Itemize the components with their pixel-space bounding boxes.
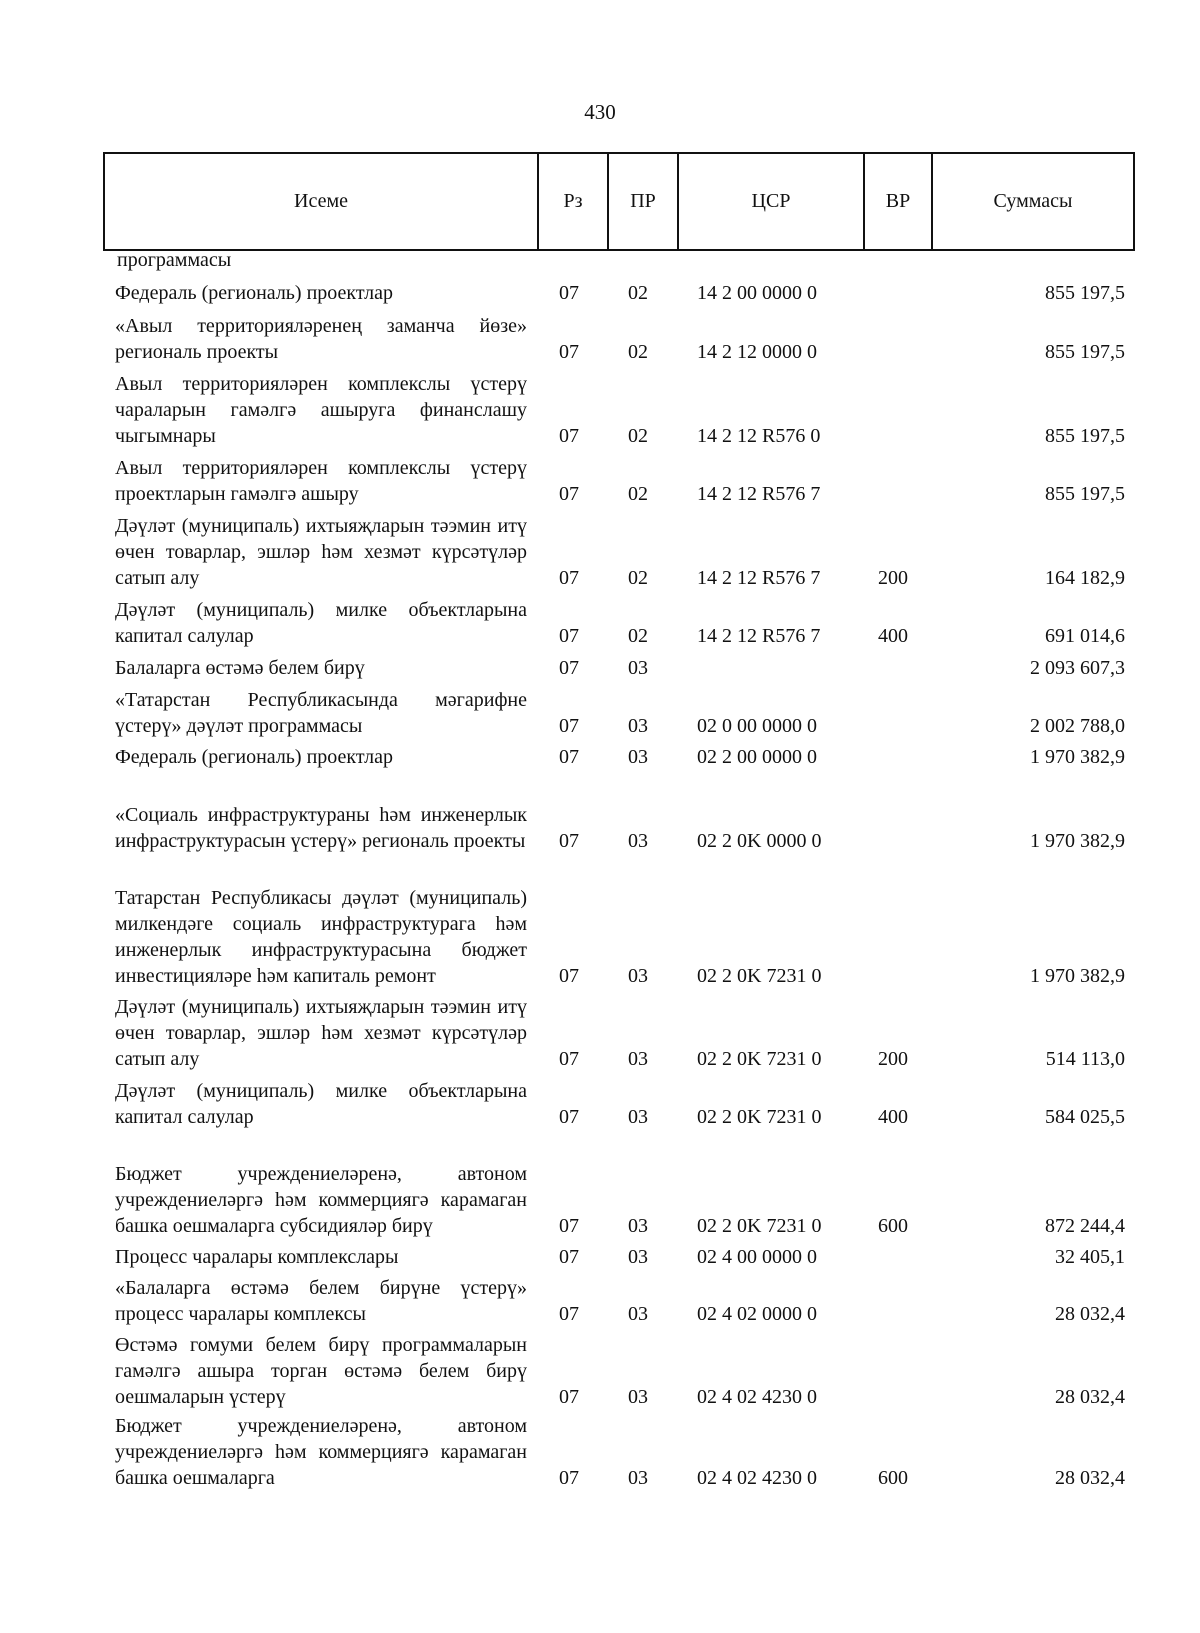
row-pr: 03 — [628, 830, 648, 852]
row-csr: 02 4 02 4230 0 — [697, 1467, 817, 1489]
table-row — [0, 247, 1200, 273]
row-sum: 855 197,5 — [1045, 425, 1125, 447]
row-rz: 07 — [559, 625, 579, 647]
row-csr: 02 0 00 0000 0 — [697, 715, 817, 737]
row-rz: 07 — [559, 1106, 579, 1128]
row-name: Дәүләт (муниципаль) милке объектларына капитал салулар — [115, 1080, 527, 1128]
header-csr: ЦСР — [679, 154, 865, 249]
row-name: «Балаларга өстәмә белем бирүне үстерү» процесс чаралары комплексы — [115, 1277, 527, 1325]
table-row — [0, 280, 1200, 306]
row-rz: 07 — [559, 1303, 579, 1325]
row-name: Балаларга өстәмә белем бирү — [115, 657, 365, 679]
row-rz: 07 — [559, 965, 579, 987]
row-csr: 02 2 0K 7231 0 — [697, 1106, 822, 1128]
table-row — [0, 859, 1200, 989]
row-pr: 03 — [628, 1386, 648, 1408]
row-name: Дәүләт (муниципаль) ихтыяҗларын тәэмин итү өчен товарлар, эшләр һәм хезмәт күрсәтүләр сатып алу — [115, 996, 527, 1070]
row-sum: 855 197,5 — [1045, 341, 1125, 363]
row-pr: 03 — [628, 1048, 648, 1070]
row-name: Бюджет учреждениеләренә, автоном учреждениеләргә һәм коммерциягә карамаган башка оешмаларга субсидияләр бирү — [115, 1163, 527, 1237]
row-csr: 02 2 0K 7231 0 — [697, 1048, 822, 1070]
row-sum: 691 014,6 — [1045, 625, 1125, 647]
row-rz: 07 — [559, 567, 579, 589]
row-pr: 03 — [628, 1106, 648, 1128]
row-sum: 1 970 382,9 — [1030, 746, 1125, 768]
row-csr: 14 2 12 R576 7 — [697, 483, 821, 505]
row-csr: 02 2 0K 7231 0 — [697, 1215, 822, 1237]
row-name: Федераль (региональ) проектлар — [115, 282, 393, 304]
row-name: Татарстан Республикасы дәүләт (муниципаль) милкендәге социаль инфраструктурага һәм инженерлык инфраструктурасына бюджет инвестицияләре һәм капиталь ремонт — [115, 887, 527, 987]
row-pr: 02 — [628, 625, 648, 647]
header-rz: Рз — [539, 154, 609, 249]
header-name: Исеме — [105, 154, 539, 249]
row-name: Авыл территорияләрен комплекслы үстерү проектларын гамәлгә ашыру — [115, 457, 527, 505]
table-row — [0, 1275, 1200, 1327]
row-rz: 07 — [559, 1246, 579, 1268]
row-sum: 28 032,4 — [1055, 1386, 1125, 1408]
table-row — [0, 994, 1200, 1072]
row-pr: 03 — [628, 746, 648, 768]
table-row — [0, 1078, 1200, 1130]
row-name: Федераль (региональ) проектлар — [115, 746, 393, 768]
row-pr: 02 — [628, 425, 648, 447]
row-pr: 03 — [628, 1246, 648, 1268]
row-rz: 07 — [559, 1467, 579, 1489]
row-sum: 2 002 788,0 — [1030, 715, 1125, 737]
row-sum: 514 113,0 — [1045, 1048, 1125, 1070]
row-sum: 855 197,5 — [1045, 282, 1125, 304]
table-row — [0, 371, 1200, 449]
row-sum: 164 182,9 — [1045, 567, 1125, 589]
header-pr: ПР — [609, 154, 679, 249]
row-csr: 14 2 12 R576 7 — [697, 567, 821, 589]
row-sum: 28 032,4 — [1055, 1303, 1125, 1325]
row-rz: 07 — [559, 282, 579, 304]
row-name: Дәүләт (муниципаль) милке объектларына капитал салулар — [115, 599, 527, 647]
row-csr: 14 2 00 0000 0 — [697, 282, 817, 304]
row-sum: 1 970 382,9 — [1030, 965, 1125, 987]
row-pr: 02 — [628, 483, 648, 505]
row-rz: 07 — [559, 1048, 579, 1070]
row-pr: 02 — [628, 282, 648, 304]
row-vr: 200 — [878, 567, 908, 589]
row-vr: 200 — [878, 1048, 908, 1070]
row-csr: 02 4 02 4230 0 — [697, 1386, 817, 1408]
row-sum: 584 025,5 — [1045, 1106, 1125, 1128]
header-sum: Суммасы — [993, 190, 1073, 212]
row-csr: 02 4 00 0000 0 — [697, 1246, 817, 1268]
row-pr: 03 — [628, 965, 648, 987]
row-name: Өстәмә гомуми белем бирү программаларын гамәлгә ашыра торган өстәмә белем бирү оешмаларын үстерү — [115, 1334, 527, 1408]
row-csr: 02 2 0K 7231 0 — [697, 965, 822, 987]
row-rz: 07 — [559, 1215, 579, 1237]
row-sum: 855 197,5 — [1045, 483, 1125, 505]
row-rz: 07 — [559, 657, 579, 679]
row-rz: 07 — [559, 1386, 579, 1408]
table-row — [0, 513, 1200, 591]
row-pr: 02 — [628, 567, 648, 589]
row-sum: 28 032,4 — [1055, 1467, 1125, 1489]
row-name: Бюджет учреждениеләренә, автоном учреждениеләргә һәм коммерциягә карамаган башка оешмаларга — [115, 1415, 527, 1489]
row-pr: 03 — [628, 1215, 648, 1237]
table-row — [0, 1135, 1200, 1239]
row-pr: 03 — [628, 657, 648, 679]
row-rz: 07 — [559, 483, 579, 505]
table-row — [0, 313, 1200, 365]
row-name: Авыл территорияләрен комплекслы үстерү чараларын гамәлгә ашыруга финанслашу чыгымнары — [115, 373, 527, 447]
row-csr: 14 2 12 R576 0 — [697, 425, 821, 447]
row-vr: 600 — [878, 1215, 908, 1237]
row-name: «Авыл территорияләренең заманча йөзе» региональ проекты — [115, 315, 527, 363]
row-name: программасы — [117, 249, 232, 271]
table-row — [0, 455, 1200, 507]
row-csr: 14 2 12 R576 7 — [697, 625, 821, 647]
table-row — [0, 687, 1200, 739]
row-rz: 07 — [559, 830, 579, 852]
table-row — [0, 776, 1200, 854]
row-sum: 2 093 607,3 — [1030, 657, 1125, 679]
row-csr: 02 2 0K 0000 0 — [697, 830, 822, 852]
table-row — [0, 1413, 1200, 1491]
table-row — [0, 597, 1200, 649]
row-pr: 03 — [628, 1467, 648, 1489]
row-vr: 400 — [878, 1106, 908, 1128]
row-name: «Социаль инфраструктураны һәм инженерлык инфраструктурасын үстерү» региональ проекты — [115, 804, 527, 852]
row-pr: 02 — [628, 341, 648, 363]
row-rz: 07 — [559, 425, 579, 447]
row-name: Процесс чаралары комплекслары — [115, 1246, 399, 1268]
row-name: «Татарстан Республикасында мәгарифне үстерү» дәүләт программасы — [115, 689, 527, 737]
row-vr: 600 — [878, 1467, 908, 1489]
row-pr: 03 — [628, 715, 648, 737]
row-rz: 07 — [559, 746, 579, 768]
row-rz: 07 — [559, 715, 579, 737]
table-row — [0, 655, 1200, 681]
table-row — [0, 1332, 1200, 1410]
row-csr: 02 4 02 0000 0 — [697, 1303, 817, 1325]
table-row — [0, 744, 1200, 770]
table-row — [0, 1244, 1200, 1270]
row-csr: 02 2 00 0000 0 — [697, 746, 817, 768]
row-pr: 03 — [628, 1303, 648, 1325]
row-rz: 07 — [559, 341, 579, 363]
row-sum: 872 244,4 — [1045, 1215, 1125, 1237]
page-number: 430 — [584, 100, 616, 124]
row-name: Дәүләт (муниципаль) ихтыяҗларын тәэмин итү өчен товарлар, эшләр һәм хезмәт күрсәтүләр сатып алу — [115, 515, 527, 589]
row-vr: 400 — [878, 625, 908, 647]
row-csr: 14 2 12 0000 0 — [697, 341, 817, 363]
header-vr: ВР — [865, 154, 933, 249]
row-sum: 32 405,1 — [1055, 1246, 1125, 1268]
row-sum: 1 970 382,9 — [1030, 830, 1125, 852]
